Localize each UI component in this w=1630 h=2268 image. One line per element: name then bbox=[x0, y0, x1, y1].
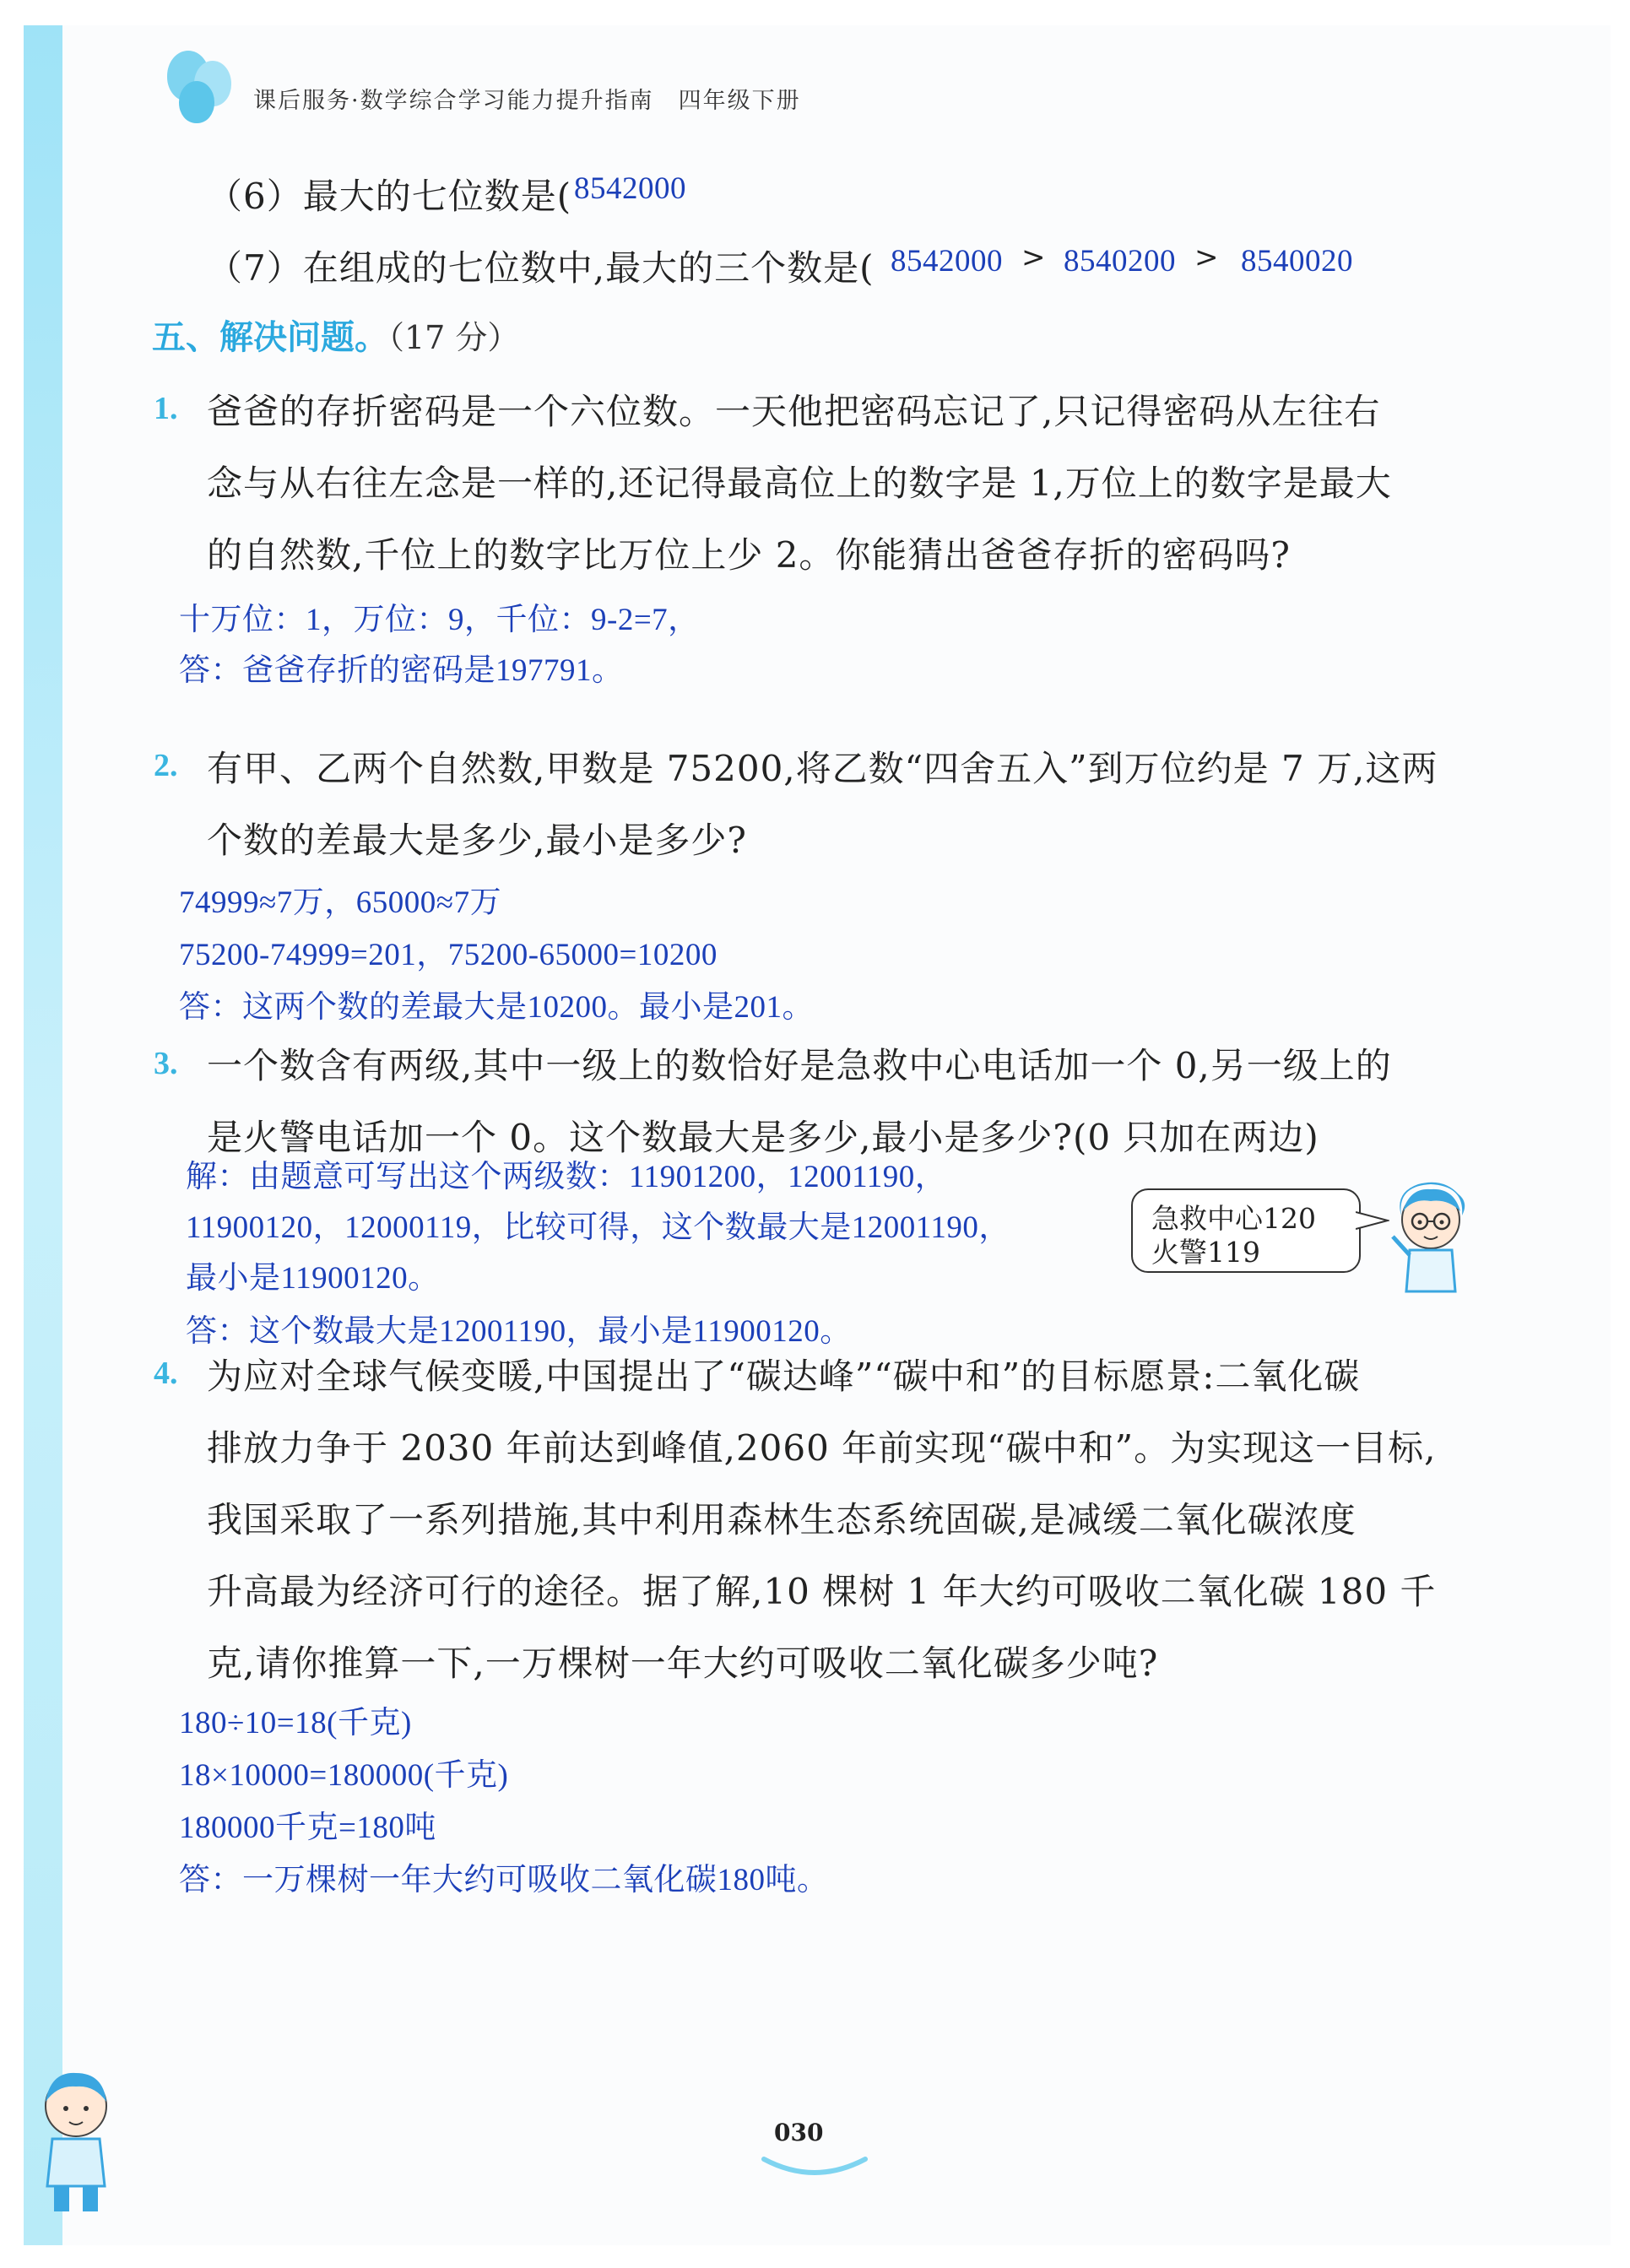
q3-answer-2: 11900120，12000119，比较可得，这个数最大是12001190， bbox=[186, 1210, 1010, 1245]
section-points: （17 分） bbox=[388, 319, 520, 356]
q3-line-2: 是火警电话加一个 0。这个数最大是多少,最小是多少?(0 只加在两边) bbox=[207, 1117, 1319, 1158]
q3-answer-3: 最小是11900120。 bbox=[186, 1261, 440, 1296]
page-header: 课后服务·数学综合学习能力提升指南 四年级下册 bbox=[253, 88, 801, 114]
q1-answer-1: 十万位：1，万位：9，千位：9-2=7， bbox=[179, 603, 700, 637]
q1-line-2: 念与从右往左念是一样的,还记得最高位上的数字是 1,万位上的数字是最大 bbox=[207, 463, 1392, 504]
q1-line-1: 爸爸的存折密码是一个六位数。一天他把密码忘记了,只记得密码从左往右 bbox=[207, 391, 1381, 432]
q1-answer-2: 答：爸爸存折的密码是197791。 bbox=[179, 653, 624, 688]
page-number-ornament bbox=[755, 2152, 874, 2186]
q7-text: （7）在组成的七位数中,最大的三个数是( bbox=[207, 247, 875, 289]
side-decoration-band bbox=[24, 25, 62, 2245]
q2-line-2: 个数的差最大是多少,最小是多少? bbox=[207, 820, 747, 861]
q3-line-1: 一个数含有两级,其中一级上的数恰好是急救中心电话加一个 0,另一级上的 bbox=[207, 1045, 1392, 1086]
hint-line-1: 急救中心120 bbox=[1151, 1202, 1316, 1235]
q4-number: 4. bbox=[154, 1356, 178, 1391]
q4-answer-3: 180000千克=180吨 bbox=[179, 1811, 436, 1845]
section-title bbox=[152, 311, 519, 359]
q2-number: 2. bbox=[154, 748, 178, 783]
q7-sep-1: > bbox=[1021, 241, 1047, 274]
q6-answer: 8542000 bbox=[574, 171, 686, 206]
q6-text: （6）最大的七位数是( bbox=[207, 176, 572, 217]
q7-answer-1: 8542000 bbox=[891, 244, 1003, 279]
q4-line-3: 我国采取了一系列措施,其中利用森林生态系统固碳,是减缓二氧化碳浓度 bbox=[207, 1499, 1357, 1540]
section-title-text: 五、解决问题。 bbox=[152, 318, 388, 357]
q7-answer-2: 8540200 bbox=[1064, 244, 1176, 279]
q4-answer-1: 180÷10=18(千克) bbox=[179, 1706, 412, 1740]
cartoon-boy-icon bbox=[1384, 1177, 1477, 1296]
q3-number: 3. bbox=[154, 1046, 178, 1081]
q7-answer-3: 8540020 bbox=[1241, 244, 1353, 279]
q2-answer-2: 75200-74999=201，75200-65000=10200 bbox=[179, 938, 718, 972]
q4-line-1: 为应对全球气候变暖,中国提出了“碳达峰”“碳中和”的目标愿景:二氧化碳 bbox=[207, 1356, 1361, 1397]
q4-line-4: 升高最为经济可行的途径。据了解,10 棵树 1 年大约可吸收二氧化碳 180 千 bbox=[207, 1571, 1437, 1612]
hint-speech-bubble bbox=[1131, 1188, 1361, 1273]
q3-answer-1: 解：由题意可写出这个两级数：11901200，12001190， bbox=[186, 1160, 947, 1194]
q4-line-2: 排放力争于 2030 年前达到峰值,2060 年前实现“碳中和”。为实现这一目标, bbox=[207, 1427, 1437, 1469]
q2-answer-3: 答：这两个数的差最大是10200。最小是201。 bbox=[179, 990, 814, 1025]
q7-sep-2: > bbox=[1194, 241, 1220, 274]
hint-line-2: 火警119 bbox=[1151, 1236, 1260, 1269]
q1-number: 1. bbox=[154, 391, 178, 426]
page-number: 030 bbox=[774, 2119, 824, 2146]
q4-answer-4: 答：一万棵树一年大约可吸收二氧化碳180吨。 bbox=[179, 1863, 829, 1897]
q4-line-5: 克,请你推算一下,一万棵树一年大约可吸收二氧化碳多少吨? bbox=[207, 1643, 1159, 1684]
q2-line-1: 有甲、乙两个自然数,甲数是 75200,将乙数“四舍五入”到万位约是 7 万,这两 bbox=[207, 748, 1438, 789]
q4-answer-2: 18×10000=180000(千克) bbox=[179, 1758, 509, 1793]
corner-cartoon-kid-icon bbox=[25, 2060, 127, 2228]
q1-line-3: 的自然数,千位上的数字比万位上少 2。你能猜出爸爸存折的密码吗? bbox=[207, 534, 1291, 576]
q3-answer-4: 答：这个数最大是12001190，最小是11900120。 bbox=[186, 1314, 852, 1349]
q2-answer-1: 74999≈7万，65000≈7万 bbox=[179, 885, 502, 920]
